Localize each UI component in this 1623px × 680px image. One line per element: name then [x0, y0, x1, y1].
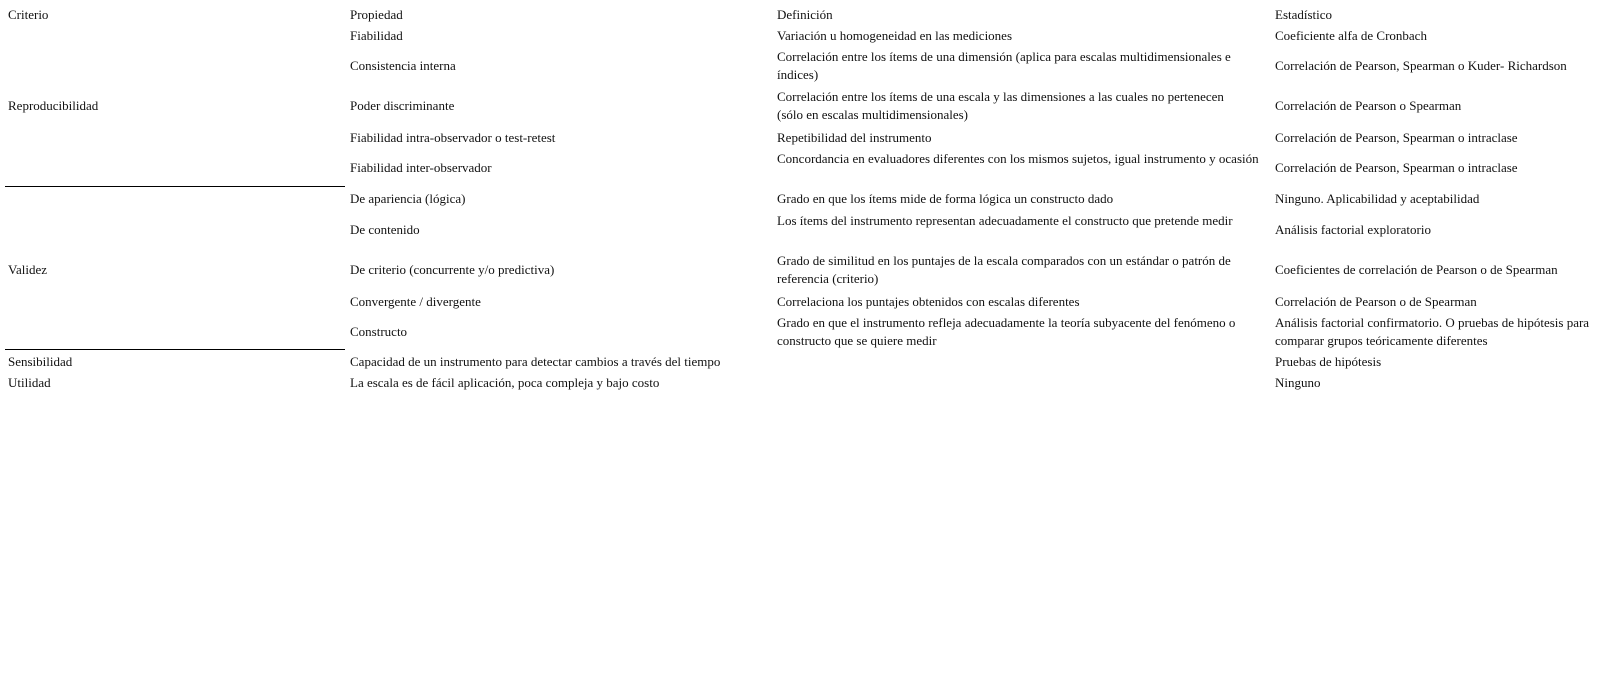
- row-propiedad: Poder discriminante: [350, 98, 455, 113]
- row-estadistico: Correlación de Pearson o de Spearman: [1275, 294, 1477, 309]
- row-propiedad: De criterio (concurrente y/o predictiva): [350, 262, 555, 277]
- group-divider: [5, 186, 345, 187]
- row-estadistico: Pruebas de hipótesis: [1275, 354, 1382, 369]
- row-estadistico: Correlación de Pearson, Spearman o intraclase: [1275, 160, 1518, 175]
- row-estadistico: Ninguno. Aplicabilidad y aceptabilidad: [1275, 191, 1480, 206]
- row-propiedad: Convergente / divergente: [350, 294, 481, 309]
- row-propiedad: Fiabilidad inter-observador: [350, 160, 492, 175]
- row-propiedad: Capacidad de un instrumento para detectar cambios a través del tiempo: [350, 354, 721, 369]
- group-validez: Validez: [8, 262, 47, 277]
- row-propiedad: Consistencia interna: [350, 58, 456, 73]
- row-estadistico: Coeficientes de correlación de Pearson o de Spearman: [1275, 262, 1558, 277]
- row-estadistico: Análisis factorial exploratorio: [1275, 222, 1431, 237]
- row-propiedad: La escala es de fácil aplicación, poca compleja y bajo costo: [350, 375, 660, 390]
- row-definicion: Grado en que los ítems mide de forma lógica un constructo dado: [777, 191, 1114, 206]
- group-divider: [5, 349, 345, 350]
- row-definicion: Variación u homogeneidad en las mediciones: [777, 28, 1013, 43]
- row-propiedad: De contenido: [350, 222, 420, 237]
- row-propiedad: De apariencia (lógica): [350, 191, 466, 206]
- row-definicion: Correlación entre los ítems de una escala y las dimensiones a las cuales no pertenecen (sólo en escalas multidimensionales): [777, 89, 1224, 122]
- group-sensibilidad: Sensibilidad: [8, 354, 73, 369]
- row-estadistico: Análisis factorial confirmatorio. O pruebas de hipótesis para comparar grupos teóricamente diferentes: [1275, 315, 1590, 348]
- row-estadistico: Coeficiente alfa de Cronbach: [1275, 28, 1427, 43]
- row-estadistico: Ninguno: [1275, 375, 1321, 390]
- row-definicion: Los ítems del instrumento representan adecuadamente el constructo que pretende medir: [777, 213, 1233, 228]
- group-reproducibilidad: Reproducibilidad: [8, 98, 99, 113]
- header-propiedad: Propiedad: [350, 7, 403, 22]
- row-definicion: Correlación entre los ítems de una dimensión (aplica para escalas multidimensionales e índices): [777, 49, 1231, 82]
- row-propiedad: Fiabilidad: [350, 28, 403, 43]
- row-definicion: Concordancia en evaluadores diferentes con los mismos sujetos, igual instrumento y ocasión: [777, 151, 1259, 166]
- row-estadistico: Correlación de Pearson, Spearman o intraclase: [1275, 130, 1518, 145]
- row-definicion: Repetibilidad del instrumento: [777, 130, 932, 145]
- header-definicion: Definición: [777, 7, 833, 22]
- row-propiedad: Constructo: [350, 324, 408, 339]
- row-estadistico: Correlación de Pearson o Spearman: [1275, 98, 1462, 113]
- row-propiedad: Fiabilidad intra-observador o test-retest: [350, 130, 556, 145]
- row-definicion: Grado de similitud en los puntajes de la escala comparados con un estándar o patrón de referencia (criterio): [777, 253, 1231, 286]
- row-definicion: Correlaciona los puntajes obtenidos con escalas diferentes: [777, 294, 1080, 309]
- row-definicion: Grado en que el instrumento refleja adecuadamente la teoría subyacente del fenómeno o constructo que se quiere medir: [777, 315, 1236, 348]
- header-criterio: Criterio: [8, 7, 49, 22]
- group-utilidad: Utilidad: [8, 375, 51, 390]
- row-estadistico: Correlación de Pearson, Spearman o Kuder- Richardson: [1275, 58, 1567, 73]
- header-estadistico: Estadístico: [1275, 7, 1333, 22]
